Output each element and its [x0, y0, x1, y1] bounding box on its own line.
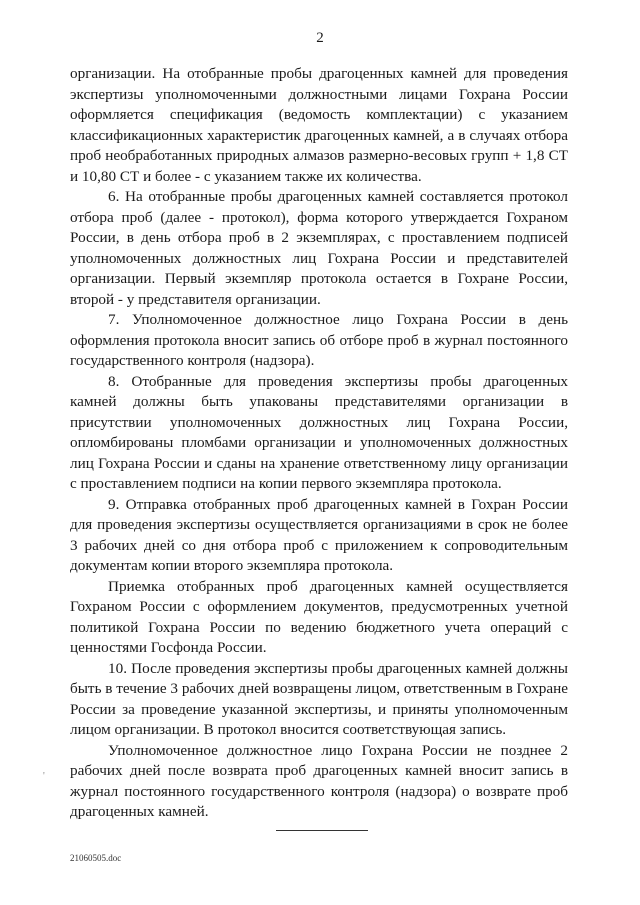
paragraph-acceptance: Приемка отобранных проб драгоценных камней осуществляется Гохраном России с оформлением документов, предусмотренных учетной политикой Гохрана России по ведению бюджетного учета операций с ценностями Госфонда России.: [70, 577, 568, 656]
page-number: 2: [316, 30, 324, 46]
paragraph-10: 10. После проведения экспертизы пробы драгоценных камней должны быть в течение 3 рабочих дней возвращены лицом, ответственным в Гохране России за проведение указанной экспертизы, и приняты уполномоченным лицом организации. В протокол вносится соответствующая запись.: [70, 659, 569, 738]
paragraph-continuation: организации. На отобранные пробы драгоценных камней для проведения экспертизы уполномоченными должностными лицами Гохрана России оформляется спецификация (ведомость комплектации) с указанием классификационных характеристик драгоценных камней, а в случаях отбора проб необработанных природных алмазов размерно-весовых групп + 1,8 СТ и 10,80 СТ и более - с указанием также их количества.: [70, 65, 568, 185]
paragraph-9: 9. Отправка отобранных проб драгоценных камней в Гохран России для проведения экспертизы осуществляется организациями в срок не более 3 рабочих дней со дня отбора проб с приложением к сопроводительным документам копии второго экземпляра протокола.: [70, 495, 568, 574]
paragraph-6: 6. На отобранные пробы драгоценных камней составляется протокол отбора проб (далее - протокол), форма которого утверждается Гохраном России, в день отбора проб в 2 экземплярах, с проставлением подписей уполномоченных должностных лиц Гохрана России и представителей организации. Первый экземпляр протокола остается в Гохране России, второй - у представителя организации.: [70, 188, 568, 308]
paragraph-8: 8. Отобранные для проведения экспертизы пробы драгоценных камней должны быть упакованы представителями организации в присутствии уполномоченных должностных лиц Гохрана России, опломбированы пломбами организации и уполномоченных должностных лиц Гохрана России и сданы на хранение ответственному лицу организации с проставлением подписи на копии первого экземпляра протокола.: [70, 372, 568, 492]
footer-filename: 21060505.doc: [70, 853, 122, 863]
document-body: [70, 64, 568, 823]
paragraph-return-record: Уполномоченное должностное лицо Гохрана России не позднее 2 рабочих дней после возврата проб драгоценных камней вносит запись в журнал постоянного государственного контроля (надзора) о возврате проб драгоценных камней.: [70, 741, 568, 820]
end-separator-line: [276, 830, 368, 831]
paragraph-7: 7. Уполномоченное должностное лицо Гохрана России в день оформления протокола вносит запись об отборе проб в журнал постоянного государственного контроля (надзора).: [70, 311, 568, 369]
margin-mark: ': [43, 771, 45, 782]
